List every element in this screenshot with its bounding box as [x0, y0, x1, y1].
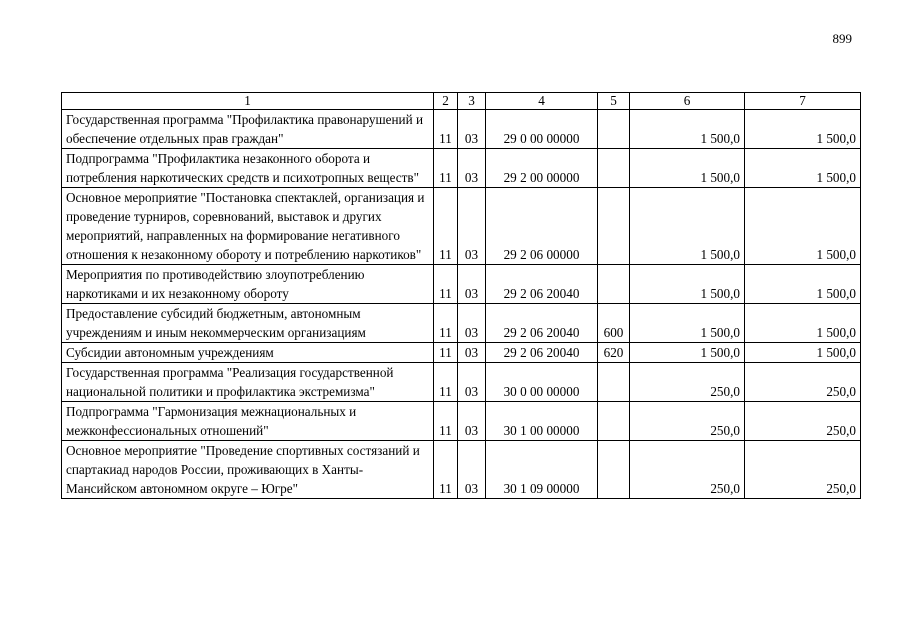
row-name-cell: Субсидии автономным учреждениям	[62, 343, 434, 363]
row-col5-cell: 620	[598, 343, 630, 363]
table-row	[62, 343, 861, 363]
table-row	[62, 149, 861, 188]
row-col2-cell: 11	[434, 402, 458, 441]
row-col4-cell: 29 0 00 00000	[486, 110, 598, 149]
row-col4-cell: 29 2 00 00000	[486, 149, 598, 188]
row-col7-cell: 250,0	[745, 441, 861, 499]
table-row	[62, 188, 861, 265]
row-col2-cell: 11	[434, 363, 458, 402]
row-col5-cell	[598, 402, 630, 441]
row-col5-cell: 600	[598, 304, 630, 343]
row-col6-cell: 1 500,0	[630, 110, 745, 149]
table-header-row	[62, 93, 861, 110]
row-name-cell: Государственная программа "Реализация государственной национальной политики и профилактика экстремизма"	[62, 363, 434, 402]
row-col5-cell	[598, 188, 630, 265]
row-name-cell: Предоставление субсидий бюджетным, автономным учреждениям и иным некоммерческим организациям	[62, 304, 434, 343]
row-col5-cell	[598, 265, 630, 304]
header-cell-2: 2	[434, 93, 458, 110]
row-col7-cell: 250,0	[745, 363, 861, 402]
header-cell-6: 6	[630, 93, 745, 110]
row-col3-cell: 03	[458, 110, 486, 149]
header-cell-1: 1	[62, 93, 434, 110]
row-col3-cell: 03	[458, 363, 486, 402]
row-col7-cell: 1 500,0	[745, 149, 861, 188]
row-col3-cell: 03	[458, 343, 486, 363]
row-col2-cell: 11	[434, 441, 458, 499]
header-cell-5: 5	[598, 93, 630, 110]
row-col5-cell	[598, 110, 630, 149]
table-row	[62, 363, 861, 402]
row-name-cell: Государственная программа "Профилактика правонарушений и обеспечение отдельных прав граждан"	[62, 110, 434, 149]
row-col4-cell: 30 1 00 00000	[486, 402, 598, 441]
row-col2-cell: 11	[434, 149, 458, 188]
row-col2-cell: 11	[434, 265, 458, 304]
row-col7-cell: 250,0	[745, 402, 861, 441]
table-row	[62, 402, 861, 441]
table-row	[62, 110, 861, 149]
row-col4-cell: 29 2 06 20040	[486, 304, 598, 343]
table-row	[62, 265, 861, 304]
row-col6-cell: 250,0	[630, 402, 745, 441]
row-name-cell: Подпрограмма "Профилактика незаконного оборота и потребления наркотических средств и психотропных веществ"	[62, 149, 434, 188]
row-col7-cell: 1 500,0	[745, 304, 861, 343]
row-name-cell: Мероприятия по противодействию злоупотреблению наркотиками и их незаконному обороту	[62, 265, 434, 304]
row-col4-cell: 30 1 09 00000	[486, 441, 598, 499]
row-col4-cell: 30 0 00 00000	[486, 363, 598, 402]
row-col2-cell: 11	[434, 343, 458, 363]
row-col3-cell: 03	[458, 441, 486, 499]
row-col7-cell: 1 500,0	[745, 343, 861, 363]
row-name-cell: Основное мероприятие "Проведение спортивных состязаний и спартакиад народов России, проживающих в Ханты-Мансийском автономном округе – Югре"	[62, 441, 434, 499]
header-cell-4: 4	[486, 93, 598, 110]
row-col6-cell: 1 500,0	[630, 149, 745, 188]
row-col3-cell: 03	[458, 402, 486, 441]
row-name-cell: Основное мероприятие "Постановка спектаклей, организация и проведение турниров, соревнований, выставок и других мероприятий, направленных на формирование негативного отношения к незаконному обороту и потреблению наркотиков"	[62, 188, 434, 265]
row-col4-cell: 29 2 06 00000	[486, 188, 598, 265]
table-row	[62, 441, 861, 499]
row-col3-cell: 03	[458, 265, 486, 304]
row-col3-cell: 03	[458, 304, 486, 343]
row-col2-cell: 11	[434, 188, 458, 265]
row-col4-cell: 29 2 06 20040	[486, 265, 598, 304]
row-col7-cell: 1 500,0	[745, 265, 861, 304]
header-cell-7: 7	[745, 93, 861, 110]
row-col5-cell	[598, 149, 630, 188]
row-col6-cell: 250,0	[630, 441, 745, 499]
row-name-cell: Подпрограмма "Гармонизация межнациональных и межконфессиональных отношений"	[62, 402, 434, 441]
row-col6-cell: 1 500,0	[630, 188, 745, 265]
row-col5-cell	[598, 441, 630, 499]
row-col6-cell: 250,0	[630, 363, 745, 402]
row-col7-cell: 1 500,0	[745, 110, 861, 149]
page-number: 899	[832, 31, 852, 46]
row-col3-cell: 03	[458, 149, 486, 188]
header-cell-3: 3	[458, 93, 486, 110]
row-col4-cell: 29 2 06 20040	[486, 343, 598, 363]
row-col6-cell: 1 500,0	[630, 265, 745, 304]
row-col6-cell: 1 500,0	[630, 304, 745, 343]
row-col2-cell: 11	[434, 110, 458, 149]
row-col5-cell	[598, 363, 630, 402]
row-col7-cell: 1 500,0	[745, 188, 861, 265]
table-row	[62, 304, 861, 343]
row-col3-cell: 03	[458, 188, 486, 265]
budget-table	[61, 92, 861, 499]
row-col6-cell: 1 500,0	[630, 343, 745, 363]
row-col2-cell: 11	[434, 304, 458, 343]
